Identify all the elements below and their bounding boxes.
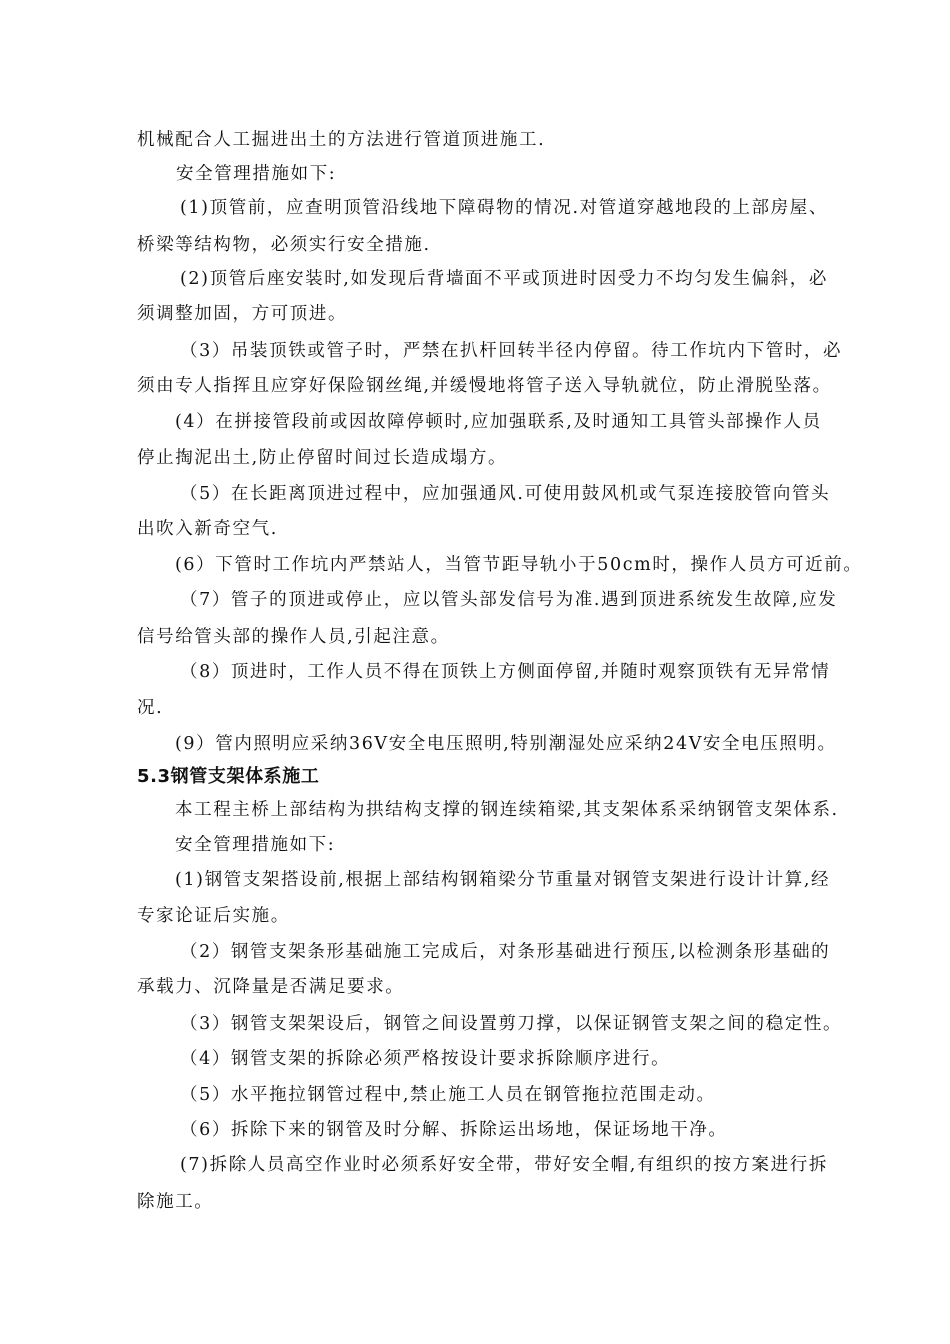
- text-line: 承载力、沉降量是否满足要求。: [137, 977, 405, 997]
- text-line: 信号给管头部的操作人员,引起注意。: [137, 627, 450, 647]
- text-line: （5）在长距离顶进过程中，应加强通风.可使用鼓风机或气泵连接胶管向管头: [180, 484, 831, 504]
- text-line: 机械配合人工掘进出土的方法进行管道顶进施工.: [137, 130, 546, 150]
- text-line: 除施工。: [137, 1192, 214, 1212]
- text-line: (1)顶管前，应查明顶管沿线地下障碍物的情况.对管道穿越地段的上部房屋、: [180, 198, 828, 218]
- text-line: 本工程主桥上部结构为拱结构支撑的钢连续箱梁,其支架体系采纳钢管支架体系.: [175, 800, 839, 820]
- text-line: (6）下管时工作坑内严禁站人，当管节距导轨小于50cm时，操作人员方可近前。: [175, 555, 863, 575]
- section-heading: 5.3钢管支架体系施工: [137, 766, 320, 787]
- text-line: 出吹入新奇空气.: [137, 519, 278, 539]
- text-line: (2)顶管后座安装时,如发现后背墙面不平或顶进时因受力不均匀发生偏斜，必: [180, 269, 828, 289]
- text-line: 须调整加固，方可顶进。: [137, 304, 348, 324]
- text-line: （3）钢管支架架设后，钢管之间设置剪刀撑，以保证钢管支架之间的稳定性。: [180, 1014, 843, 1034]
- text-line: 停止掏泥出土,防止停留时间过长造成塌方。: [137, 448, 508, 468]
- text-line: 况.: [137, 698, 164, 718]
- text-line: 须由专人指挥且应穿好保险钢丝绳,并缓慢地将管子送入导轨就位，防止滑脱坠落。: [137, 376, 832, 396]
- text-line: (9）管内照明应采纳36V安全电压照明,特别潮湿处应采纳24V安全电压照明。: [175, 734, 837, 754]
- text-line: （5）水平拖拉钢管过程中,禁止施工人员在钢管拖拉范围走动。: [180, 1085, 716, 1105]
- text-line: (1)钢管支架搭设前,根据上部结构钢箱梁分节重量对钢管支架进行设计计算,经: [175, 870, 831, 890]
- text-line: 桥梁等结构物，必须实行安全措施.: [137, 235, 431, 255]
- text-line: （4）钢管支架的拆除必须严格按设计要求拆除顺序进行。: [180, 1049, 671, 1069]
- text-line: （6）拆除下来的钢管及时分解、拆除运出场地，保证场地干净。: [180, 1120, 728, 1140]
- text-line: 安全管理措施如下:: [175, 835, 336, 855]
- text-line: （7）管子的顶进或停止，应以管头部发信号为准.遇到顶进系统发生故障,应发: [180, 590, 838, 610]
- text-line: (7)拆除人员高空作业时必须系好安全带，带好安全帽,有组织的按方案进行拆: [180, 1155, 828, 1175]
- text-line: （3）吊装顶铁或管子时，严禁在扒杆回转半径内停留。待工作坑内下管时，必: [180, 341, 843, 361]
- text-line: （8）顶进时，工作人员不得在顶铁上方侧面停留,并随时观察顶铁有无异常情: [180, 662, 831, 682]
- text-line: （2）钢管支架条形基础施工完成后，对条形基础进行预压,以检测条形基础的: [180, 942, 831, 962]
- text-line: 安全管理措施如下:: [176, 164, 337, 184]
- text-line: (4）在拼接管段前或因故障停顿时,应加强联系,及时通知工具管头部操作人员: [175, 412, 822, 432]
- text-line: 专家论证后实施。: [137, 906, 290, 926]
